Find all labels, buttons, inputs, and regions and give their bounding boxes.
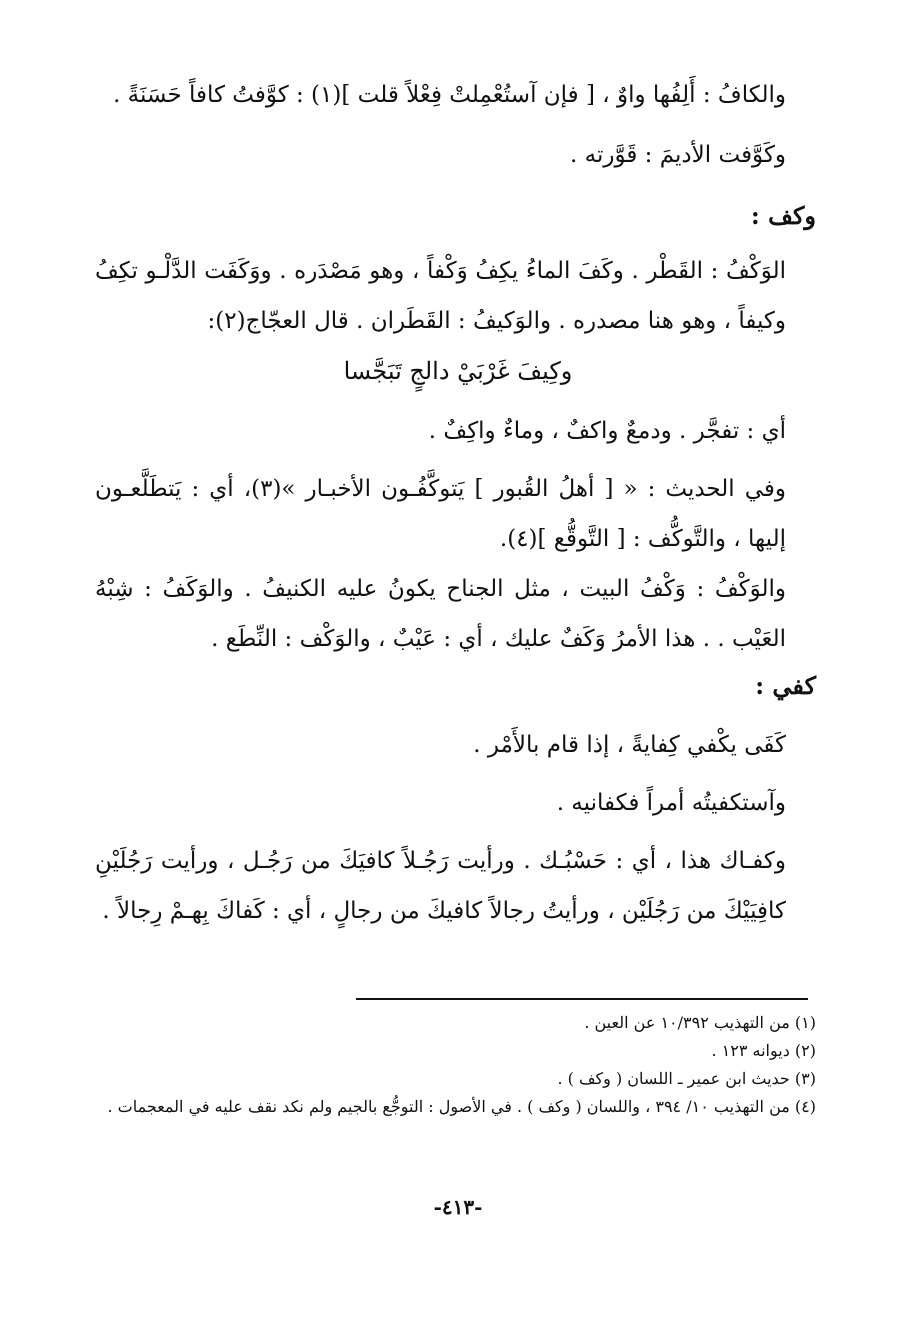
- paragraph-kaf-letter: والكافُ : أَلِفُها واوٌ ، [ فإن آستُعْمِلتْ فِعْلاً قلت ](١) : كوَّفتُ كافاً حَسَنَةً .: [113, 82, 786, 108]
- page-number: -٤١٣-: [433, 1195, 483, 1219]
- entry-heading-kafi: كفي :: [755, 671, 816, 700]
- paragraph-hadith: وفي الحديث : « [ أهلُ القُبور ] يَتوكَّفُـون الأخبـار »(٣)، أي : يَتطَلَّعـون إليها ، والتَّوكُّف : [ التَّوقُّع ](٤).: [95, 476, 786, 552]
- poetry-verse: وكِيفَ غَرْبَيْ دالجٍ تَبَجَّسا: [343, 357, 573, 385]
- footnote-separator: [356, 998, 808, 1000]
- footnote-4: (٤) من التهذيب ١٠/ ٣٩٤ ، واللسان ( وكف ) . في الأصول : التوجُّع بالجيم ولم نكد نقف عليه في المعجمات .: [107, 1097, 816, 1116]
- paragraph-kafak: وكفـاك هذا ، أي : حَسْبُـك . ورأيت رَجُـلاً كافيَكَ من رَجُـل ، ورأيت رَجُلَيْنِ كافِيَيْكَ من رَجُلَيْن ، ورأيتُ رجالاً كافيكَ من رجالٍ ، أي : كَفاكَ بِهـمْ رِجالاً .: [95, 848, 786, 924]
- entry-heading-wakf: وكف :: [750, 201, 816, 230]
- paragraph-wakf-definition: الوَكْفُ : القَطْر . وكَفَ الماءُ يكِفُ وَكْفاً ، وهو مَصْدَره . ووَكَفَت الدَّلْـو تكِفُ وكيفاً ، وهو هنا مصدره . والوَكيفُ : القَطَران . قال العجّاج(٢):: [95, 258, 786, 334]
- footnote-1: (١) من التهذيب ١٠/٣٩٢ عن العين .: [584, 1013, 816, 1032]
- paragraph-kawwaft-adim: وكَوَّفت الأديمَ : قَوَّرته .: [570, 142, 786, 168]
- paragraph-wakf-bayt: والوَكْفُ : وَكْفُ البيت ، مثل الجناح يكونُ عليه الكنيفُ . والوَكَفُ : شِبْهُ العَيْب . . هذا الأمرُ وَكَفٌ عليك ، أي : عَيْبٌ ، والوَكْف : النِّطَع .: [95, 576, 786, 652]
- paragraph-kifaya: كَفَى يكْفي كِفايةً ، إذا قام بالأَمْر .: [473, 732, 786, 758]
- paragraph-istakfaytuh: وآستكفيتُه أمراً فكفانيه .: [556, 790, 786, 816]
- paragraph-tafajjar: أي : تفجَّر . ودمعٌ واكفٌ ، وماءٌ واكِفٌ .: [428, 418, 786, 444]
- footnote-2: (٢) ديوانه ١٢٣ .: [711, 1041, 816, 1060]
- footnote-3: (٣) حديث ابن عمير ـ اللسان ( وكف ) .: [557, 1069, 816, 1088]
